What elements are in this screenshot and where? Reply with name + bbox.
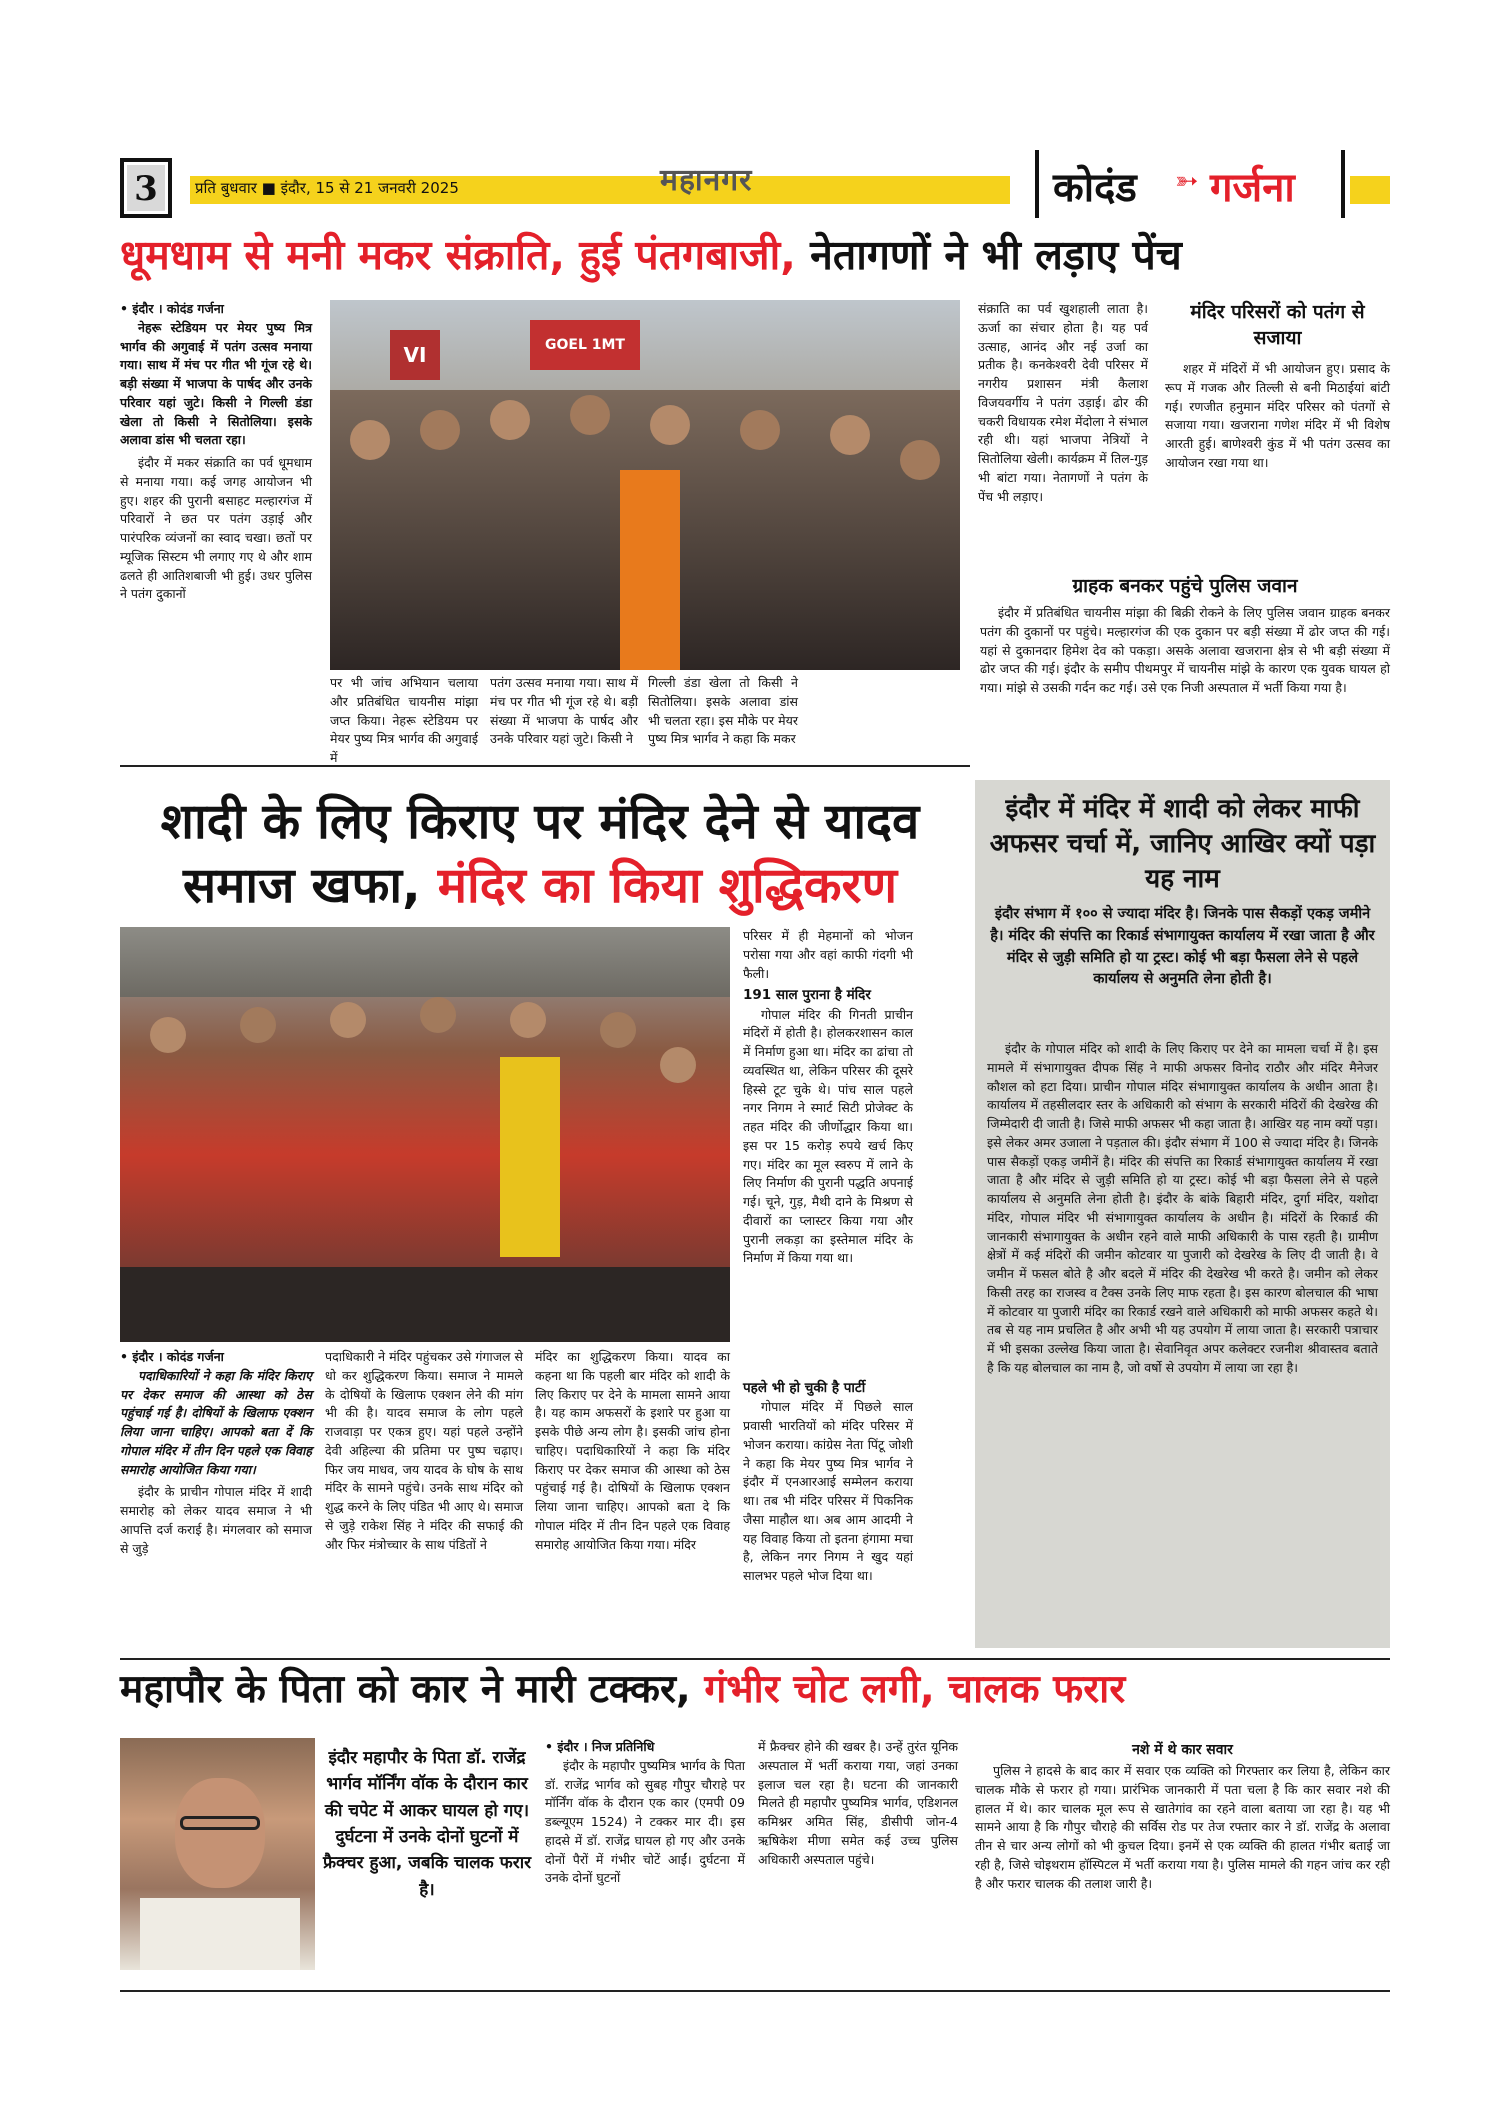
story1-byline: • इंदौर । कोदंड गर्जना [120,301,224,316]
masthead-part2: गर्जना [1210,165,1295,211]
priest-head-6 [600,1012,636,1048]
story4-side-body: पुलिस ने हादसे के बाद कार में सवार एक व्यक्ति को गिरफ्तार कर लिया है, लेकिन कार चालक मौके से फरार हो गया। प्रारंभिक जानकारी में पता चला है कि कार सवार नशे की हालत में थे। कार चालक मूल रूप से खातेगांव का रहने वाला बताया जा रहा है। यह भी सामने आया है कि गौपुर चौराहे की सर्विस रोड पर तेज रफ्तार कार ने डॉ. राजेंद्र के अलावा तीन से चार अन्य लोगों को भी कुचल दिया। इनमें से एक व्यक्ति की हालत गंभीर बताई जा रही है, जिसे चोइथराम हॉस्पिटल में भर्ती कराया गया है। पुलिस मामले की गहन जांच कर रही है और फरार चालक की तलाश जारी है। [975,1763,1390,1891]
section-title: महानगर [660,163,753,198]
story3-lead: इंदौर संभाग में १०० से ज्यादा मंदिर है। जिनके पास सैकड़ों एकड़ जमीने है। मंदिर की संपत्ति का रिकार्ड संभागायुक्त कार्यालय में रखा जाता है और मंदिर से जुड़ी समिति हो या ट्रस्ट। कोई भी बड़ा फैसला लेने से पहले कार्यालय से अनुमति लेना होती है। [990,906,1375,988]
person-head-4 [570,395,610,435]
portrait-photo [120,1738,315,1970]
story1-col1 [120,300,312,750]
person-head-3 [490,400,530,440]
story2-sub2: पहले भी हो चुकी है पार्टी [743,1380,866,1396]
person-head-1 [350,420,390,460]
story3-box [975,780,1390,1648]
priest-head-3 [330,1002,366,1038]
header-yellow-band-right [1350,176,1390,204]
story2-sub1: 191 साल पुराना है मंदिर [743,987,871,1004]
saffron-scarf [620,470,680,670]
story2-col4-body2: गोपाल मंदिर में पिछले साल प्रवासी भारतियों को मंदिर परिसर में भोजन कराया। कांग्रेस नेता पिंटू जोशी ने कहा कि मेयर पुष्य मित्र भार्गव ने इंदौर में एनआरआई सम्मेलन कराया था। तब भी मंदिर परिसर में पिकनिक जैसा माहौल था। अब आम आदमी ने यह विवाह किया तो इतना हंगामा मचा है, लेकिन नगर निगम ने खुद यहां सालभर पहले भोज दिया था। [743,1399,913,1583]
divider-2 [120,1658,1390,1660]
story2-col4 [743,927,913,1372]
story4-headline [120,1668,1390,1713]
story2-photo [120,927,730,1342]
story4-side-heading: नशे में थे कार सवार [1132,1742,1233,1758]
page-number-box [120,158,172,218]
person-head-6 [740,410,780,450]
story1-col5: संक्राति का पर्व खुशहाली लाता है। ऊर्जा का संचार होता है। यह पर्व उत्साह, आनंद और नई उर्जा का प्रतीक है। कनकेश्वरी देवी परिसर में नगरीय प्रशासन मंत्री कैलाश विजयवर्गीय ने पतंग उड़ाई। ढोर की चकरी विधायक रमेश मेंदोला ने संभाल रही थी। यहां भाजपा नेत्रियों ने सितोलिया खेली। कार्यक्रम में तिल-गुड़ भी बांटा गया। नेतागणों ने पतंग के पेंच भी लड़ाए। [978,301,1148,504]
story1-photo [330,300,960,670]
story1-headline [120,232,1390,279]
story2-col1-body: इंदौर के प्राचीन गोपाल मंदिर में शादी समारोह को लेकर यादव समाज ने भी आपत्ति दर्ज कराई है। मंगलवार को समाज से जुड़े [120,1484,312,1556]
billboard-vi-1: VI [390,330,440,380]
page-number: 3 [124,162,168,214]
story2-col2: पदाधिकारी ने मंदिर पहुंचकर उसे गंगाजल से धो कर शुद्धिकरण किया। समाज ने मामले के दोषियों के खिलाफ एक्शन लेने की मांग भी की है। यादव समाज के लोग पहले राजवाड़ा पर एकत्र हुए। यहां पहले उन्होंने देवी अहिल्या की प्रतिमा पर पुष्प चढ़ाए। फिर जय माधव, जय यादव के घोष के साथ मंदिर के सामने पहुंचे। उनके साथ मंदिर को शुद्ध करने के लिए पंडित भी आए थे। समाज से जुड़े राकेश सिंह ने मंदिर की सफाई की और फिर मंत्रोच्चार के साथ पंडितों ने [325,1349,523,1552]
story2-headline [120,790,960,917]
glasses-icon [180,1816,260,1830]
priest-head-4 [420,997,456,1033]
story2-col3: मंदिर का शुद्धिकरण किया। यादव का कहना था कि पहली बार मंदिर को शादी के लिए किराए पर देने के मामला सामने आया है। यह काम अफसरों के इशारे पर हुआ या इसके पीछे अन्य लोग है। इसकी जांच होना चाहिए। पदाधिकारियों ने कहा कि मंदिर किराए पर देकर समाज की आस्था को ठेस पहुंचाई गई है। दोषियों के खिलाफ एक्शन लिया जाना चाहिए। आपको बता दे कि गोपाल मंदिर में तीन दिन पहले एक विवाह समारोह आयोजित किया गया। मंदिर [535,1349,730,1552]
divider-bottom [120,1990,1390,1992]
story2-byline: • इंदौर । कोदंड गर्जना [120,1349,224,1364]
story2-col4-top: परिसर में ही मेहमानों को भोजन परोसा गया और वहां काफी गंदगी भी फैली। [743,928,913,981]
temple-ceiling [120,927,730,997]
story2-col4-body1: गोपाल मंदिर की गिनती प्राचीन मंदिरों में होती है। होलकरशासन काल में निर्माण हुआ था। मंदिर का ढांचा तो व्यवस्थित था, लेकिन परिसर की दूसरे हिस्से टूट चुके थे। पांच साल पहले नगर निगम ने स्मार्ट सिटी प्रोजेक्ट के तहत मंदिर की जीर्णोद्धार किया था। इस पर 15 करोड़ रुपये खर्च किए गए। मंदिर का मूल स्वरुप में लाने के लिए निर्माण की पुरानी पद्धति अपनाई गई। चूने, गुड़, मैथी दाने के मिश्रण से दीवारों का प्लास्टर किया गया और पुरानी लकड़ा का इस्तेमाल मंदिर के निर्माण में किया गया था। [743,1006,913,1266]
bow-arrow-icon: ➳ [1175,164,1199,197]
story1-headline-black: नेतागणों ने भी लड़ाए पेंच [795,231,1182,279]
story4-byline: • इंदौर । निज प्रतिनिधि [545,1739,655,1754]
story1-lead: नेहरू स्टेडियम पर मेयर पुष्य मित्र भार्गव की अगुवाई में पतंग उत्सव मनाया गया। साथ में मंच पर गीत भी गूंज रहे थे। बड़ी संख्या में भाजपा के पार्षद और उनके परिवार यहां जुटे। किसी ने गिल्ली डंडा खेला तो किसी ने सितोलिया। इसके अलावा डांस भी चलता रहा। [120,319,312,448]
priest-head-7 [660,1047,696,1083]
story2-headline-red: मंदिर का किया शुद्धिकरण [437,856,897,914]
story1-col3: पतंग उत्सव मनाया गया। साथ में मंच पर गीत भी गूंज रहे थे। बड़ी संख्या में भाजपा के पार्षद और उनके परिवार यहां जुटे। किसी ने [490,675,638,747]
story4-headline-red: गंभीर चोट लगी, चालक फरार [704,1667,1126,1712]
masthead-divider-left [1035,150,1039,218]
temple-floor [120,1267,730,1342]
story2-headline-black: समाज खफा, [182,856,438,914]
story1-col2: पर भी जांच अभियान चलाया और प्रतिबंधित चायनीस मांझा जप्त किया। नेहरू स्टेडियम पर मेयर पुष्य मित्र भार्गव की अगुवाई में [330,675,478,765]
story1-side-heading: मंदिर परिसरों को पतंग से सजाया [1190,301,1365,349]
portrait-shirt [140,1898,300,1970]
story4-headline-black: महापौर के पिता को कार ने मारी टक्कर, [120,1667,705,1712]
person-head-7 [830,415,870,455]
person-head-5 [650,405,690,445]
story2-col1 [120,1348,312,1648]
story4-col1 [545,1738,745,1978]
story4-caption: इंदौर महापौर के पिता डॉ. राजेंद्र भार्गव मॉर्निंग वॉक के दौरान कार की चपेट में आकर घायल हो गए। दुर्घटना में उनके दोनों घुटनों में फ्रैक्चर हुआ, जबकि चालक फरार है। [322,1748,532,1900]
police-heading: ग्राहक बनकर पहुंचे पुलिस जवान [1072,575,1298,597]
person-head-2 [420,410,460,450]
divider-1 [120,765,970,767]
story1-col1-body: इंदौर में मकर संक्राति का पर्व धूमधाम से मनाया गया। कई जगह आयोजन भी हुए। शहर की पुरानी बसाहट मल्हारगंज में परिवारों ने छत पर पतंग उड़ाई और पारंपरिक व्यंजनों का स्वाद चखा। छतों पर म्यूजिक सिस्टम भी लगाए गए थे और शाम ढलते ही आतिशबाजी भी हुई। उधर पुलिस ने पतंग दुकानों [120,455,312,602]
priest-head-5 [510,1002,546,1038]
billboard-goel: GOEL 1MT [530,320,640,370]
story1-side-body: शहर में मंदिरों में भी आयोजन हुए। प्रसाद के रूप में गजक और तिल्ली से बनी मिठाईयां बांटी गई। रणजीत हनुमान मंदिर परिसर को पंतगों से सजाया गया। खजराना गणेश मंदिर में भी विशेष आरती हुई। बाणेश्वरी कुंड में भी पतंग उत्सव का आयोजन रखा गया था। [1165,361,1390,470]
story1-headline-red: धूमधाम से मनी मकर संक्राति, हुई पंतगबाजी, [120,231,796,279]
person-head-8 [900,440,940,480]
story2-lead: पदाधिकारियों ने कहा कि मंदिर किराए पर देकर समाज की आस्था को ठेस पहुंचाई गई है। दोषियों के खिलाफ एक्शन लिया जाना चाहिए। आपको बता दें कि गोपाल मंदिर में तीन दिन पहले एक विवाह समारोह आयोजित किया गया। [120,1367,312,1477]
dateline: प्रति बुधवार ■ इंदौर, 15 से 21 जनवरी 2025 [195,179,459,197]
masthead-part1: कोदंड [1053,165,1137,211]
masthead-divider-right [1341,150,1345,218]
story3-body: इंदौर के गोपाल मंदिर को शादी के लिए किराए पर देने का मामला चर्चा में है। इस मामले में संभागायुक्त दीपक सिंह ने माफी अफसर विनोद राठौर और मंदिर मैनेजर कौशल को हटा दिया। प्राचीन गोपाल मंदिर संभागायुक्त कार्यालय के अधीन आता है। कार्यालय में तहसीलदार स्तर के अधिकारी को संभाग के सरकारी मंदिरों की देखरेख की जिम्मेदारी दी जाती है। जिसे माफी अफसर भी कहा जाता है। आखिर यह नाम क्यों पड़ा। इसे लेकर अमर उजाला ने पड़ताल की। इंदौर संभाग में 100 से ज्यादा मंदिर है। जिनके पास सैकड़ों एकड़ जमीनें है। मंदिर की संपत्ति का रिकार्ड संभागायुक्त कार्यालय में रखा जाता है और मंदिर से जुड़ी समिति हो या ट्रस्ट। कोई भी बड़ा फैसला लेने से पहले कार्यालय से अनुमति लेना होती है। इंदौर के बांके बिहारी मंदिर, दुर्गा मंदिर, यशोदा मंदिर, गोपाल मंदिर भी संभागायुक्त कार्यालय के अधीन है। मंदिरों के रिकार्ड की जानकारी संभागायुक्त के अधीन रहने वाले माफी अधिकारी के पास रहती है। ग्रामीण क्षेत्रों में कई मंदिरों की जमीन कोटवार या पुजारी को देखरेख के लिए दी जाती है। वे जमीन में फसल बोते है और बदले में मंदिर की देखरेख भी करते है। जमीन को लेकर किसी तरह का राजस्व व टैक्स उनके लिए माफ रहता है। इस कारण बोलचाल की भाषा में कोटवार या पुजारी मंदिर का रिकार्ड रखने वाले अधिकारी को माफी अफसर कहते थे। तब से यह नाम प्रचलित है और अभी भी यह उपयोग में लाया जाता है। सरकारी पत्राचार में भी इसका उल्लेख किया जाता है। सेवानिवृत अपर कलेक्टर रजनीश श्रीवास्तव बताते है कि यह बोलचाल का नाम है, जो वर्षो से उपयोग में लाया जा रहा है। [987,1041,1378,1375]
yellow-robe [500,1057,560,1257]
story1-col4: गिल्ली डंडा खेला तो किसी ने सितोलिया। इसके अलावा डांस भी चलता रहा। इस मौके पर मेयर पुष्य मित्र भार्गव ने कहा कि मकर [648,675,798,747]
story3-headline: इंदौर में मंदिर में शादी को लेकर माफी अफसर चर्चा में, जानिए आखिर क्यों पड़ा यह नाम [989,794,1376,895]
story2-headline-line2 [120,854,960,918]
story2-headline-line1: शादी के लिए किराए पर मंदिर देने से यादव [160,793,920,850]
priest-head-1 [150,1017,186,1053]
story4-col1-body: इंदौर के महापौर पुष्यमित्र भार्गव के पिता डॉ. राजेंद्र भार्गव को सुबह गौपुर चौराहे पर मॉर्निंग वॉक के दौरान एक कार (एमपी 09 डब्ल्यूएम 1524) ने टक्कर मार दी। इस हादसे में डॉ. राजेंद्र घायल हो गए और उनके दोनों पैरों में गंभीर चोटें आईं। दुर्घटना में उनके दोनों घुटनों [545,1757,745,1886]
story2-col4-bottom [743,1378,913,1646]
priest-head-2 [240,1007,276,1043]
masthead [1035,150,1345,220]
police-body: इंदौर में प्रतिबंधित चायनीस मांझा की बिक्री रोकने के लिए पुलिस जवान ग्राहक बनकर पतंग की दुकानों पर पहुंचे। मल्हारगंज की एक दुकान पर बड़ी संख्या में ढोर जप्त की गई। यहां से दुकानदार हिमेश देव को पकड़ा। असके अलावा खजराना क्षेत्र से भी बड़ी संख्या में ढोर जप्त की गई। इंदौर के समीप पीथमपुर में चायनीस मांझे के कारण एक युवक घायल हो गया। मांझे से उसकी गर्दन कट गई। उसे एक निजी अस्पताल में भर्ती किया गया है। [980,605,1390,695]
story4-col2: में फ्रैक्चर होने की खबर है। उन्हें तुरंत यूनिक अस्पताल में भर्ती कराया गया, जहां उनका इलाज चल रहा है। घटना की जानकारी मिलते ही महापौर पुष्यमित्र भार्गव, एडिशनल कमिश्नर अमित सिंह, डीसीपी जोन-4 ऋषिकेश मीणा समेत कई उच्च पुलिस अधिकारी अस्पताल पहुंचे। [758,1739,958,1867]
portrait-face [175,1778,265,1888]
